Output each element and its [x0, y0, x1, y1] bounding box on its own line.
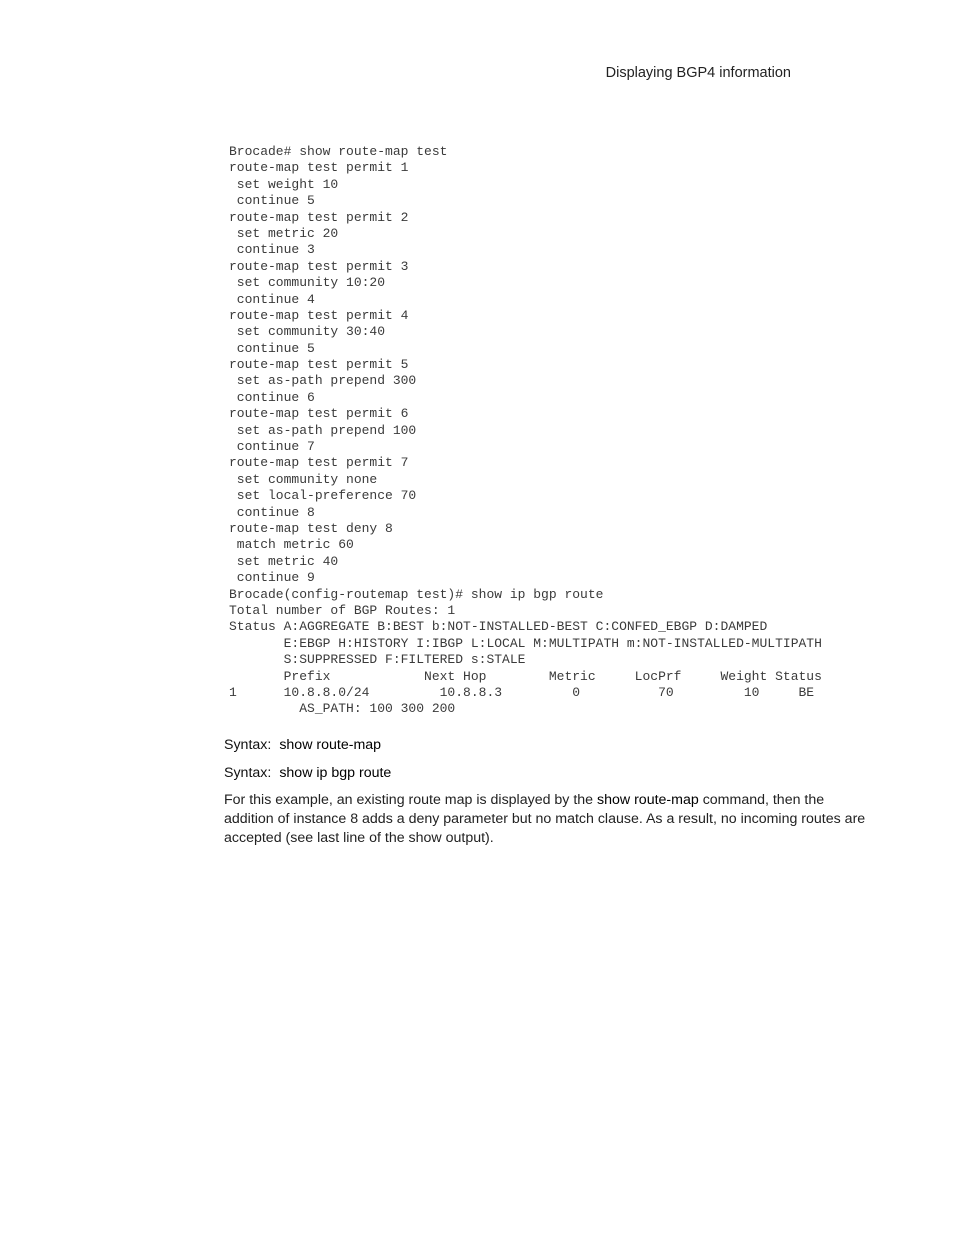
code-line: continue 3: [229, 242, 315, 258]
syntax-label: Syntax:: [224, 765, 272, 781]
paragraph-command: show route-map: [597, 792, 699, 808]
code-line: Status A:AGGREGATE B:BEST b:NOT-INSTALLED-BEST C:CONFED_EBGP D:DAMPED: [229, 619, 768, 635]
code-line: set metric 40: [229, 553, 339, 569]
paragraph-text-after: command, then the addition of instance 8 adds a deny parameter but no match clause. As a result, no incoming routes are accepted (see last line of the show output).: [224, 792, 866, 846]
code-line: set weight 10: [229, 176, 339, 192]
code-line: continue 5: [229, 193, 315, 209]
code-line: S:SUPPRESSED F:FILTERED s:STALE: [229, 652, 526, 668]
code-line: route-map test permit 6: [229, 406, 409, 422]
code-line: set as-path prepend 100: [229, 422, 417, 438]
syntax-label: Syntax:: [224, 737, 272, 753]
code-line: set local-preference 70: [229, 488, 417, 504]
code-line: route-map test permit 5: [229, 357, 409, 373]
code-line: set as-path prepend 300: [229, 373, 417, 389]
code-line: continue 7: [229, 439, 315, 455]
code-line: AS_PATH: 100 300 200: [229, 701, 456, 717]
page-header-title: Displaying BGP4 information: [605, 65, 791, 81]
code-line: route-map test permit 4: [229, 307, 409, 323]
cli-output-block: [229, 144, 822, 718]
code-line: 1 10.8.8.0/24 10.8.8.3 0 70 10 BE: [229, 684, 815, 700]
code-line: continue 6: [229, 389, 315, 405]
code-line: set community 30:40: [229, 324, 386, 340]
code-line: continue 5: [229, 340, 315, 356]
code-line: Brocade(config-routemap test)# show ip bgp route: [229, 586, 604, 602]
paragraph-text-before: For this example, an existing route map is displayed by the: [224, 792, 598, 808]
code-line: Brocade# show route-map test: [229, 144, 448, 159]
code-line: route-map test permit 2: [229, 209, 409, 225]
syntax-line-ip-bgp-route: [224, 765, 391, 781]
code-line: continue 8: [229, 504, 315, 520]
description-paragraph: [224, 791, 874, 848]
code-line: route-map test permit 3: [229, 258, 409, 274]
syntax-command: show route-map: [279, 737, 382, 753]
code-line: match metric 60: [229, 537, 354, 553]
code-line: set community none: [229, 471, 378, 487]
code-line: set community 10:20: [229, 275, 386, 291]
code-line: continue 4: [229, 291, 315, 307]
code-line: route-map test deny 8: [229, 520, 393, 536]
syntax-command: show ip bgp route: [279, 765, 392, 781]
code-line: route-map test permit 7: [229, 455, 409, 471]
code-line: Total number of BGP Routes: 1: [229, 602, 456, 618]
code-line: continue 9: [229, 570, 315, 586]
code-line: Prefix Next Hop Metric LocPrf Weight Status: [229, 668, 822, 684]
code-line: route-map test permit 1: [229, 160, 409, 176]
syntax-line-route-map: [224, 737, 381, 753]
code-line: E:EBGP H:HISTORY I:IBGP L:LOCAL M:MULTIPATH m:NOT-INSTALLED-MULTIPATH: [229, 635, 822, 651]
code-line: set metric 20: [229, 225, 339, 241]
